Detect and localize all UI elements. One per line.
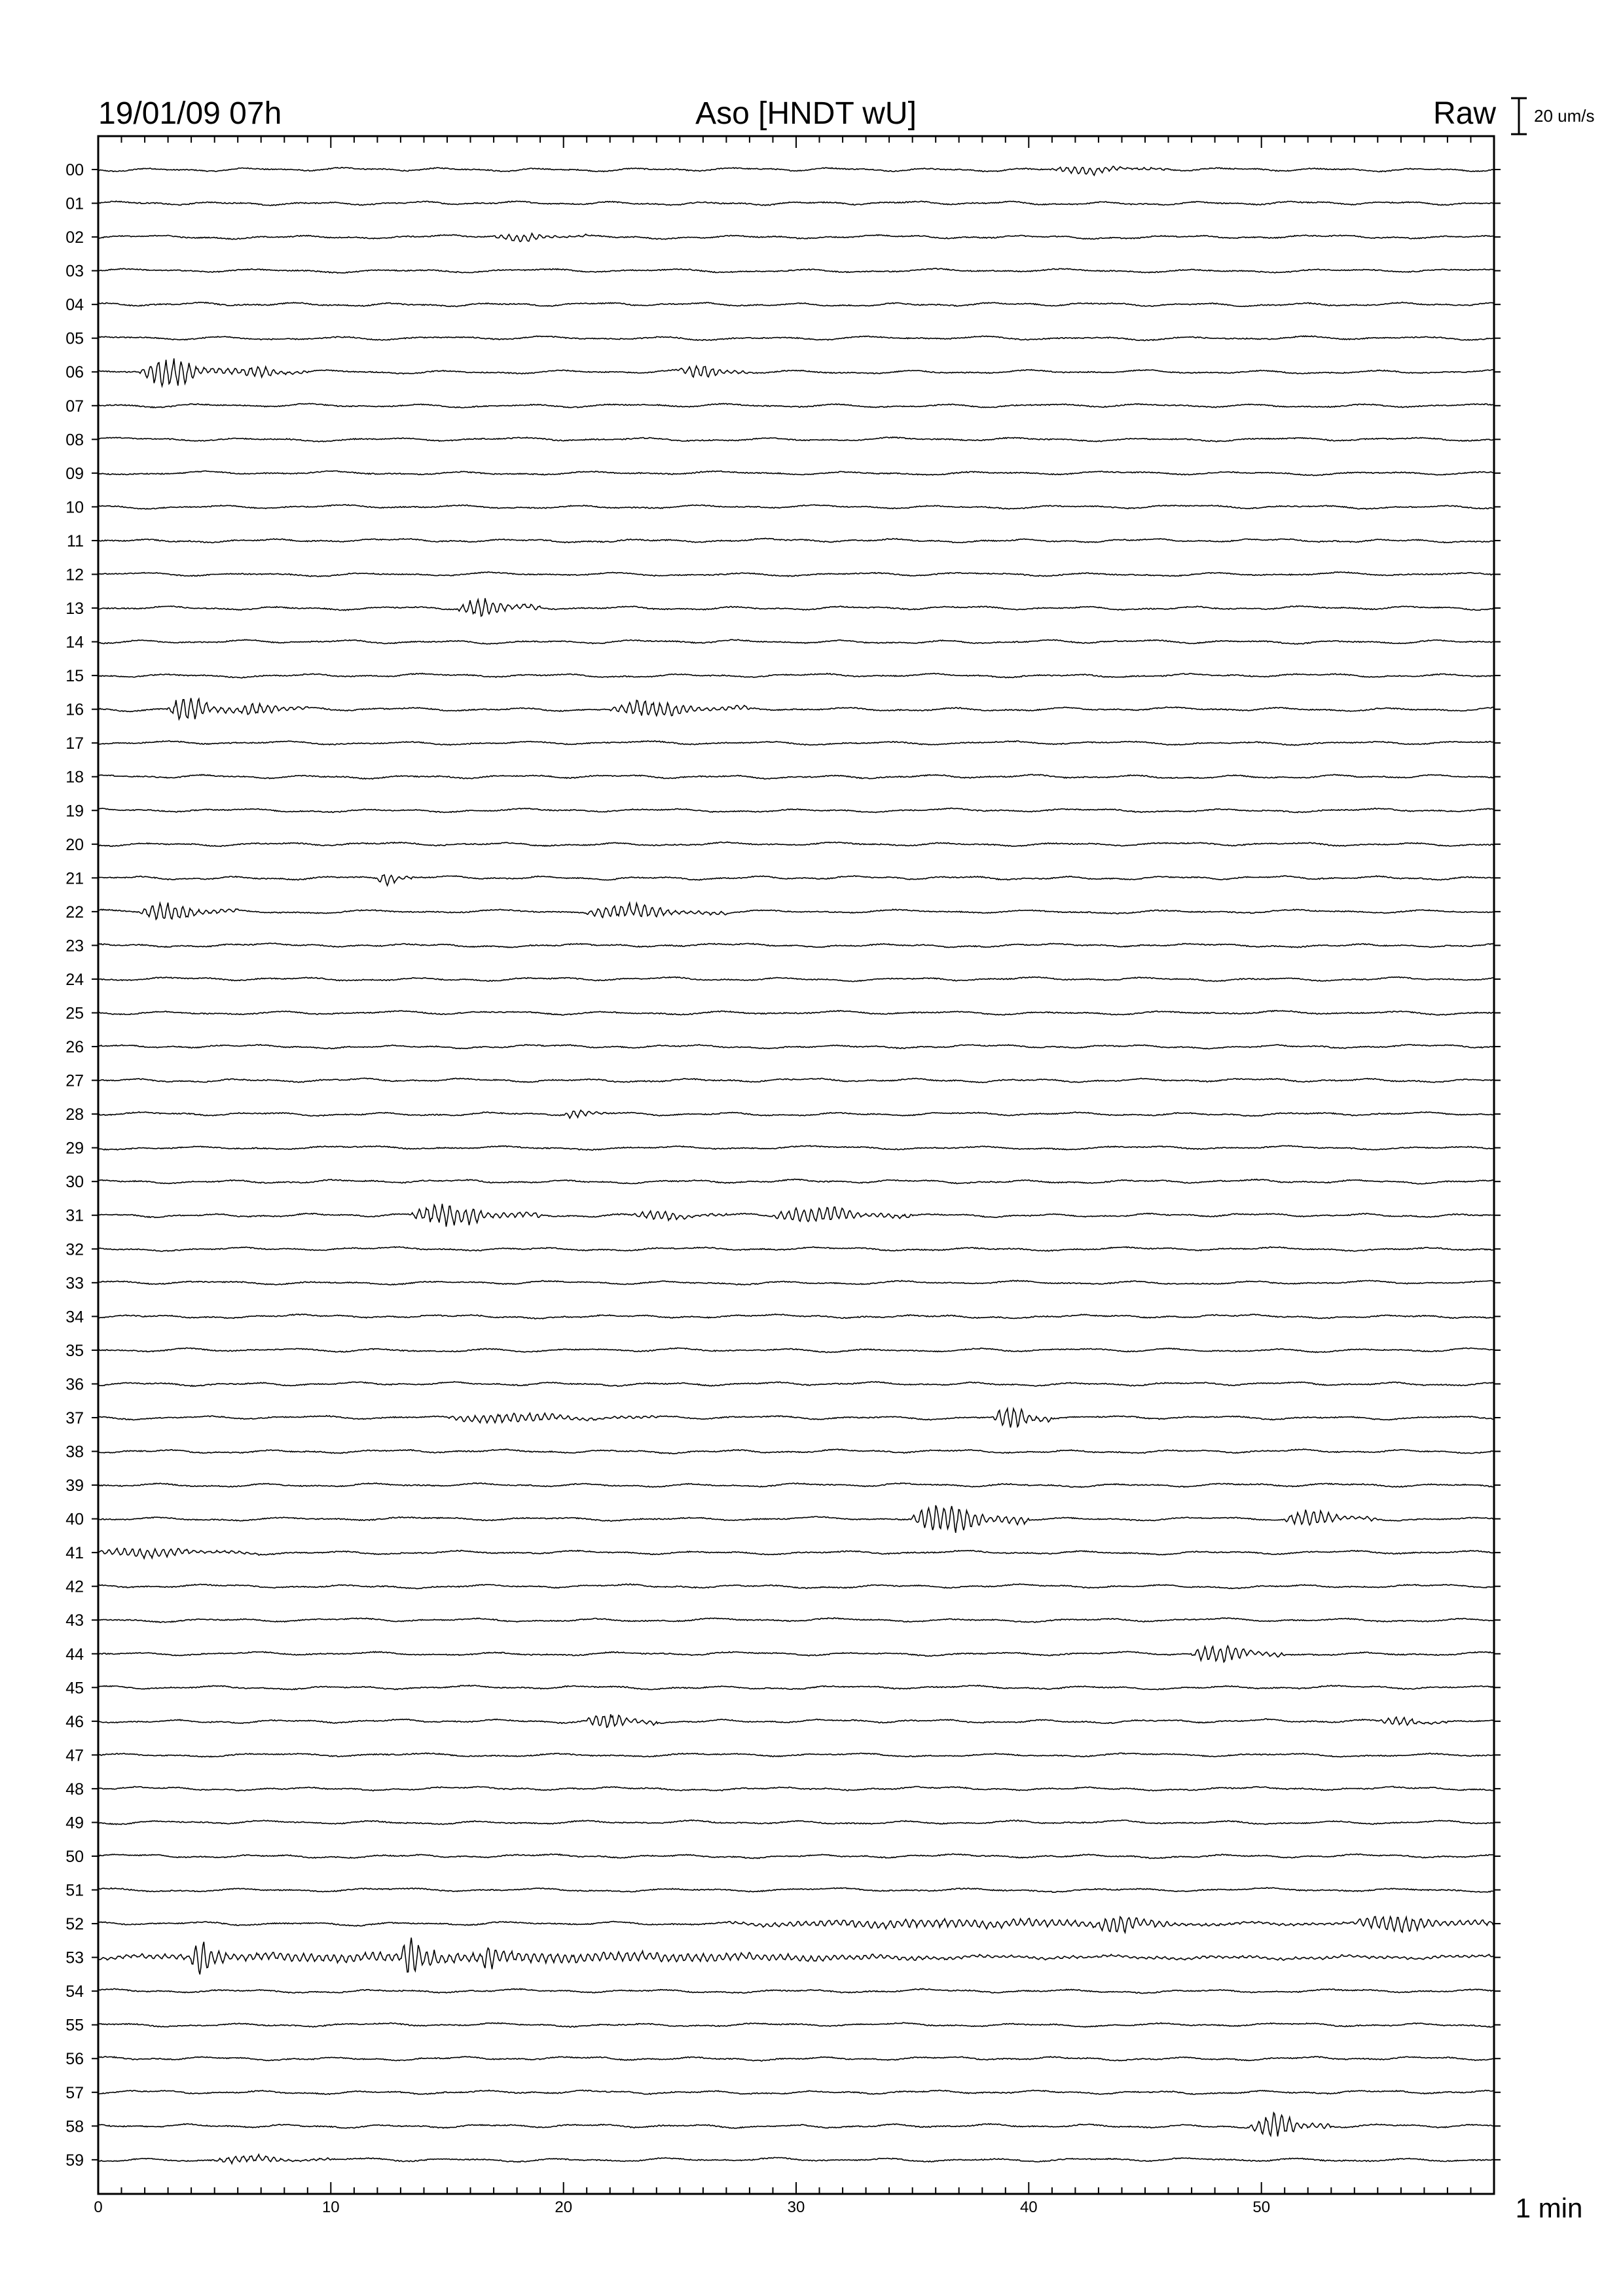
plot-frame xyxy=(98,136,1494,2194)
trace-line xyxy=(98,1280,1494,1285)
row-label: 26 xyxy=(65,1038,84,1056)
trace-line xyxy=(98,234,1494,242)
row-label: 03 xyxy=(65,262,84,281)
mode-label: Raw xyxy=(1432,96,1496,131)
x-tick-label: 0 xyxy=(94,2198,103,2216)
row-label: 49 xyxy=(65,1814,84,1833)
row-label: 53 xyxy=(65,1948,84,1967)
row-label: 14 xyxy=(65,633,84,652)
trace-line xyxy=(98,1820,1494,1825)
trace-line xyxy=(98,336,1494,340)
trace-line xyxy=(98,639,1494,644)
trace-line xyxy=(98,1938,1494,1975)
trace-line xyxy=(98,505,1494,509)
row-label: 28 xyxy=(65,1105,84,1124)
station-title: Aso [HNDT wU] xyxy=(695,96,917,131)
row-label: 46 xyxy=(65,1712,84,1731)
trace-line xyxy=(98,673,1494,678)
trace-line xyxy=(98,2022,1494,2027)
trace-line xyxy=(98,1078,1494,1083)
row-label: 30 xyxy=(65,1173,84,1192)
trace-line xyxy=(98,1618,1494,1623)
row-label: 40 xyxy=(65,1510,84,1529)
row-label: 00 xyxy=(65,161,84,179)
trace-line xyxy=(98,1854,1494,1858)
trace-line xyxy=(98,1988,1494,1993)
trace-line xyxy=(98,268,1494,273)
row-label: 05 xyxy=(65,329,84,348)
trace-line xyxy=(98,1549,1494,1559)
row-label: 22 xyxy=(65,903,84,922)
row-label: 37 xyxy=(65,1409,84,1427)
trace-line xyxy=(98,1584,1494,1588)
row-label: 12 xyxy=(65,565,84,584)
row-label: 13 xyxy=(65,600,84,618)
trace-line xyxy=(98,1204,1494,1227)
row-label: 25 xyxy=(65,1004,84,1023)
trace-line xyxy=(98,1348,1494,1352)
row-label: 10 xyxy=(65,498,84,517)
row-label: 01 xyxy=(65,194,84,213)
trace-line xyxy=(98,2155,1494,2164)
trace-line xyxy=(98,903,1494,920)
trace-line xyxy=(98,2113,1494,2136)
row-label: 56 xyxy=(65,2050,84,2069)
trace-line xyxy=(98,1483,1494,1488)
trace-line xyxy=(98,698,1494,719)
trace-line xyxy=(98,1145,1494,1150)
row-label: 48 xyxy=(65,1780,84,1799)
trace-line xyxy=(98,166,1494,175)
row-label: 19 xyxy=(65,802,84,821)
trace-line xyxy=(98,2056,1494,2061)
row-label: 29 xyxy=(65,1139,84,1158)
trace-line xyxy=(98,538,1494,543)
trace-line xyxy=(98,1179,1494,1184)
trace-line xyxy=(98,403,1494,408)
row-label: 04 xyxy=(65,296,84,315)
row-label: 16 xyxy=(65,700,84,719)
row-label: 35 xyxy=(65,1341,84,1360)
tick-group xyxy=(92,136,1501,2216)
row-label: 07 xyxy=(65,397,84,416)
row-label: 47 xyxy=(65,1746,84,1765)
trace-line xyxy=(98,1011,1494,1015)
row-label: 15 xyxy=(65,667,84,686)
row-label: 51 xyxy=(65,1881,84,1900)
trace-line xyxy=(98,774,1494,779)
trace-line xyxy=(98,1314,1494,1319)
trace-line xyxy=(98,1045,1494,1049)
row-label: 24 xyxy=(65,971,84,989)
trace-line xyxy=(98,1646,1494,1662)
row-label: 52 xyxy=(65,1915,84,1934)
trace-group xyxy=(98,166,1494,2164)
row-label: 45 xyxy=(65,1679,84,1698)
amplitude-scale-bar xyxy=(1511,98,1527,134)
x-tick-label: 10 xyxy=(321,2198,340,2216)
trace-line xyxy=(98,1408,1494,1427)
row-label: 17 xyxy=(65,734,84,753)
row-label: 31 xyxy=(65,1206,84,1225)
trace-line xyxy=(98,572,1494,577)
row-label: 33 xyxy=(65,1274,84,1293)
row-label: 57 xyxy=(65,2083,84,2102)
trace-line xyxy=(98,808,1494,813)
x-axis-label: 1 min xyxy=(1515,2193,1583,2223)
row-label: 50 xyxy=(65,1848,84,1866)
trace-line xyxy=(98,1714,1494,1727)
row-label-group xyxy=(65,161,84,2170)
row-label: 42 xyxy=(65,1577,84,1596)
amplitude-scale-label: 20 um/s xyxy=(1534,106,1595,126)
trace-line xyxy=(98,1505,1494,1533)
trace-line xyxy=(98,842,1494,846)
trace-line xyxy=(98,598,1494,616)
x-tick-label: 50 xyxy=(1252,2198,1271,2216)
x-tick-label: 40 xyxy=(1019,2198,1038,2216)
trace-line xyxy=(98,875,1494,886)
row-label: 23 xyxy=(65,937,84,956)
trace-line xyxy=(98,1449,1494,1454)
row-label: 09 xyxy=(65,464,84,483)
row-label: 55 xyxy=(65,2016,84,2035)
trace-line xyxy=(98,201,1494,206)
row-label: 11 xyxy=(67,531,84,550)
trace-line xyxy=(98,1247,1494,1251)
row-label: 34 xyxy=(65,1308,84,1327)
row-label: 27 xyxy=(65,1071,84,1090)
row-label: 32 xyxy=(65,1240,84,1259)
row-label: 39 xyxy=(65,1477,84,1496)
datetime-title: 19/01/09 07h xyxy=(98,96,282,131)
row-label: 36 xyxy=(65,1375,84,1394)
x-tick-label: 30 xyxy=(787,2198,805,2216)
row-label: 59 xyxy=(65,2151,84,2170)
row-label: 08 xyxy=(65,431,84,450)
row-label: 20 xyxy=(65,835,84,854)
row-label: 02 xyxy=(65,228,84,247)
trace-line xyxy=(98,1916,1494,1933)
trace-line xyxy=(98,1382,1494,1387)
row-label: 18 xyxy=(65,768,84,787)
trace-line xyxy=(98,2090,1494,2094)
trace-line xyxy=(98,1753,1494,1757)
row-label: 06 xyxy=(65,363,84,382)
row-label: 21 xyxy=(65,869,84,888)
trace-line xyxy=(98,1888,1494,1892)
trace-line xyxy=(98,1786,1494,1791)
trace-line xyxy=(98,471,1494,475)
trace-line xyxy=(98,977,1494,982)
trace-line xyxy=(98,1685,1494,1690)
x-tick-label: 20 xyxy=(555,2198,573,2216)
row-label: 41 xyxy=(65,1544,84,1563)
trace-line xyxy=(98,359,1494,386)
trace-line xyxy=(98,437,1494,442)
row-label: 54 xyxy=(65,1982,84,2001)
row-label: 38 xyxy=(65,1443,84,1462)
row-label: 43 xyxy=(65,1611,84,1630)
trace-line xyxy=(98,1110,1494,1118)
row-label: 44 xyxy=(65,1645,84,1664)
trace-line xyxy=(98,302,1494,307)
trace-line xyxy=(98,943,1494,948)
trace-line xyxy=(98,741,1494,745)
row-label: 58 xyxy=(65,2117,84,2136)
